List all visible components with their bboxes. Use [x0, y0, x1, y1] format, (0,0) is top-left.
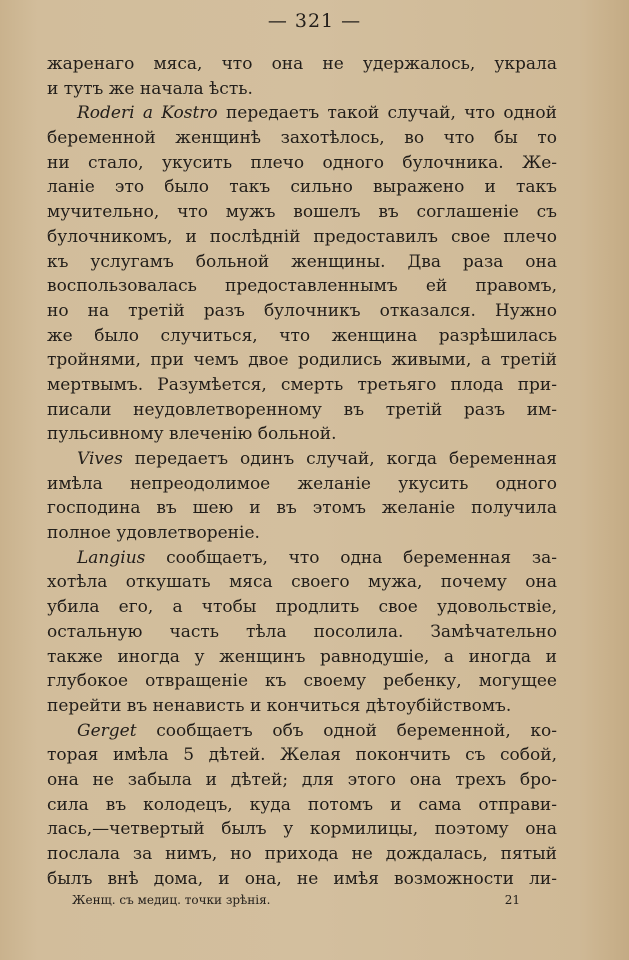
line-text: хотѣла откушать мяса своего мужа, почему она	[47, 572, 557, 593]
text-line	[47, 793, 557, 818]
line-text: послала за нимъ, но прихода не дождалась, пятый	[47, 844, 557, 864]
line-text: передаетъ одинъ случай, когда беременная	[122, 449, 557, 469]
line-text: сила въ колодецъ, куда потомъ и сама отправи-	[47, 794, 557, 815]
sheet-number: 21	[504, 893, 520, 907]
page-footer	[72, 893, 520, 907]
text-line	[47, 299, 557, 324]
text-line	[47, 570, 557, 595]
text-line	[47, 422, 557, 447]
text-line	[47, 546, 557, 571]
text-line	[47, 669, 557, 694]
text-line	[47, 620, 557, 645]
text-line	[47, 324, 557, 349]
signature-mark: Женщ. съ медиц. точки зрѣнія.	[72, 893, 271, 907]
text-line	[47, 77, 557, 102]
line-text: же было случиться, что женщина разрѣшилась	[47, 325, 557, 346]
text-line	[47, 842, 557, 867]
text-line	[47, 521, 557, 546]
line-text: торая имѣла 5 дѣтей. Желая покончить съ собой,	[47, 745, 557, 766]
text-line	[47, 447, 557, 472]
line-text: беременной женщинѣ захотѣлось, во что бы то	[47, 128, 557, 149]
line-text: къ услугамъ больной женщины. Два раза она	[47, 251, 557, 272]
text-line	[47, 743, 557, 768]
line-text: она не забыла и дѣтей; для этого она трехъ бро-	[47, 769, 557, 790]
text-line	[47, 250, 557, 275]
text-line	[47, 694, 557, 719]
line-text: остальную часть тѣла посолила. Замѣчательно	[47, 621, 557, 642]
text-line	[47, 472, 557, 497]
cited-author: Vives	[77, 449, 123, 469]
line-text: булочникомъ, и послѣдній предоставилъ свое плечо	[47, 226, 557, 247]
line-text: мучительно, что мужъ вошелъ въ соглашеніе съ	[47, 202, 557, 223]
line-text: имѣла непреодолимое желаніе укусить одного	[47, 473, 557, 494]
line-text: глубокое отвращеніе къ своему ребенку, могущее	[47, 671, 557, 692]
text-line	[47, 126, 557, 151]
text-line	[47, 373, 557, 398]
text-line	[47, 101, 557, 126]
line-text: мертвымъ. Разумѣется, смерть третьяго плода при-	[47, 374, 557, 395]
line-text: жаренаго мяса, что она не удержалось, украла	[47, 54, 557, 74]
text-line	[47, 867, 557, 892]
line-text: ни стало, укусить плечо одного булочника. Же-	[47, 152, 557, 173]
line-text: тройнями, при чемъ двое родились живыми, а третій	[47, 350, 557, 371]
line-text: перейти въ ненависть и кончиться дѣтоубійствомъ.	[47, 695, 512, 716]
cited-author: Gerget	[77, 720, 137, 741]
line-text: ланіе это было такъ сильно выражено и такъ	[47, 177, 557, 198]
line-text: лась,—четвертый былъ у кормилицы, поэтому она	[47, 819, 557, 840]
line-text: воспользовалась предоставленнымъ ей правомъ,	[47, 276, 557, 297]
line-text: также иногда у женщинъ равнодушіе, а иногда и	[47, 646, 557, 667]
line-text: и тутъ же начала ѣсть.	[47, 78, 253, 99]
text-line	[47, 274, 557, 299]
body-text	[47, 52, 557, 891]
line-text: сообщаетъ объ одной беременной, ко-	[136, 720, 557, 741]
line-text: сообщаетъ, что одна беременная за-	[145, 547, 557, 568]
line-text: убила его, а чтобы продлить свое удовольствіе,	[47, 597, 557, 618]
text-line	[47, 151, 557, 176]
text-line	[47, 175, 557, 200]
line-text: полное удовлетвореніе.	[47, 523, 260, 544]
text-line	[47, 52, 557, 77]
line-text: но на третій разъ булочникъ отказался. Нужно	[47, 300, 557, 321]
text-line	[47, 200, 557, 225]
text-line	[47, 645, 557, 670]
cited-author: Roderi a Kostro	[77, 103, 218, 124]
text-line	[47, 817, 557, 842]
cited-author: Langius	[77, 547, 146, 568]
text-line	[47, 496, 557, 521]
text-line	[47, 719, 557, 744]
text-line	[47, 398, 557, 423]
text-line	[47, 225, 557, 250]
line-text: писали неудовлетворенному въ третій разъ им-	[47, 399, 557, 420]
text-line	[47, 348, 557, 373]
line-text: былъ внѣ дома, и она, не имѣя возможности ли-	[47, 868, 557, 889]
page-number: — 321 —	[267, 10, 362, 32]
text-line	[47, 595, 557, 620]
line-text: господина въ шею и въ этомъ желаніе получила	[47, 498, 557, 519]
line-text: пульсивному влеченію больной.	[47, 424, 337, 445]
line-text: передаетъ такой случай, что одной	[217, 103, 557, 124]
text-line	[47, 768, 557, 793]
